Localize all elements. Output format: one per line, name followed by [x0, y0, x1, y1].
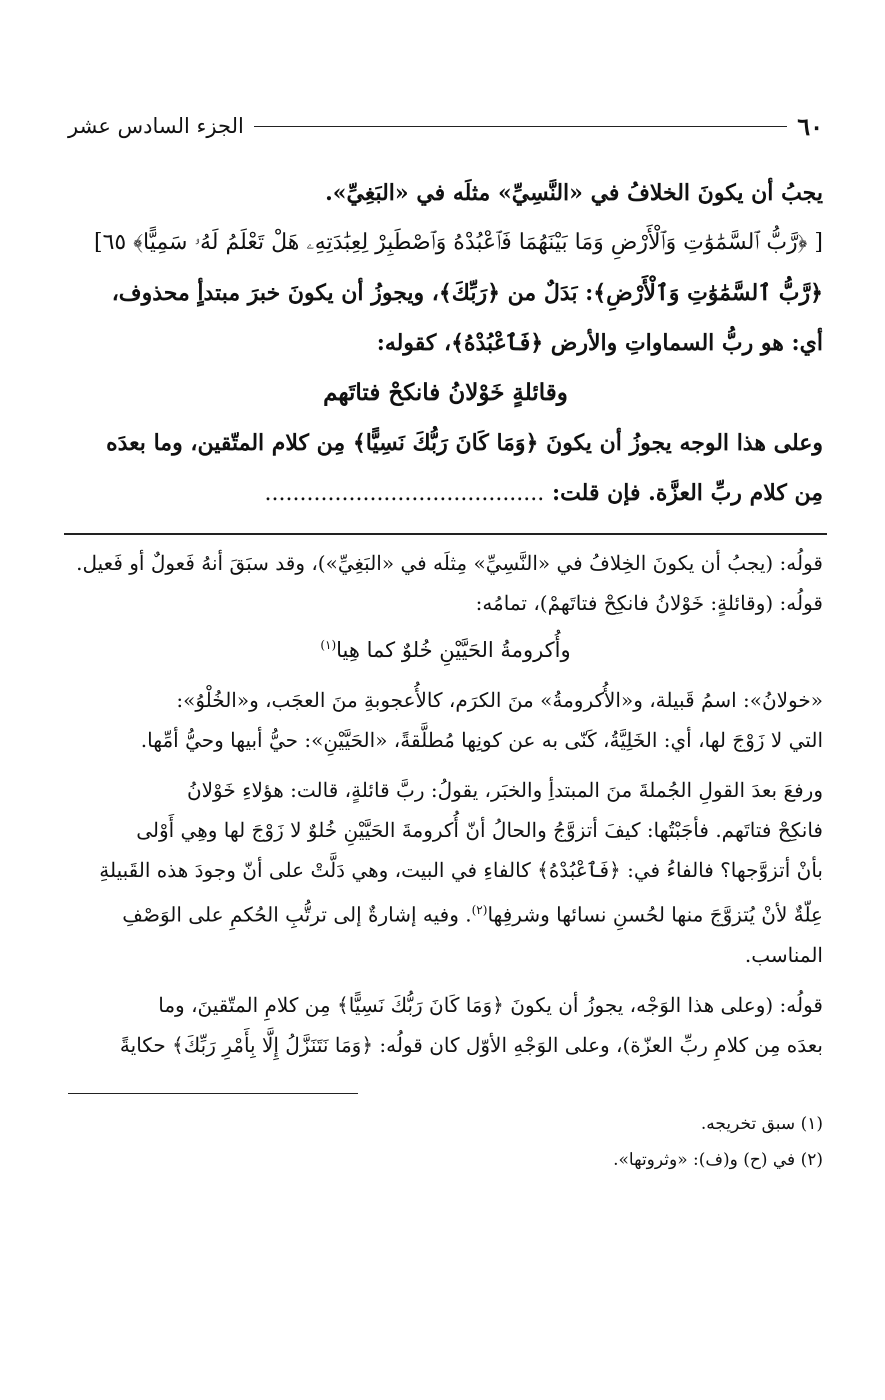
footnote-ref-1: (١): [320, 638, 337, 652]
commentary-4d: [68, 890, 823, 935]
section-separator: [64, 533, 827, 535]
ellipsis-dots: ........................................: [264, 481, 545, 506]
page-number: ٦٠: [797, 111, 823, 141]
commentary-5a: قولُه: (وعلى هذا الوَجْه، يجوزُ أن يكونَ ﴿وَمَا كَانَ رَبُّكَ نَسِيًّا﴾ مِن كلامِ المتّقينَ، وما: [158, 992, 823, 1017]
main-paragraph-3b: [68, 468, 823, 519]
running-header: [68, 108, 823, 144]
commentary: [68, 543, 823, 1065]
commentary-3a: «خولانُ»: اسمُ قَبيلة، و«الأُكرومةُ» منَ الكرَم، كالأُعجوبةِ منَ العجَب، و«الخُلْوُ»:: [176, 688, 823, 712]
page: [68, 108, 823, 1178]
commentary-5b: بعدَه مِن كلامِ ربِّ العزّة)، وعلى الوَجْهِ الأوّل كان قولُه: ﴿وَمَا نَتَنَزَّلُ إِلَّا بِأَمْرِ رَبِّكَ﴾ حكايةً: [119, 1032, 823, 1057]
footnote-ref-2: (٢): [471, 903, 488, 917]
footnote-2: (٢) في (ح) و(ف): «وثروتها».: [613, 1149, 823, 1170]
poem-verse: وقائلةٍ خَوْلانُ فانكحْ فتاتَهم: [323, 379, 568, 406]
commentary-4e: المناسب.: [744, 942, 823, 967]
commentary-4c: بأنْ أتزوَّجها؟ فالفاءُ في: ﴿فَٱعْبُدْهُ﴾ كالفاءِ في البيت، وهي دَلَّتْ على أنّ وجودَ هذه القَبيلةِ: [99, 858, 823, 882]
commentary-poem-text: وأُكرومةُ الحَيَّيْنِ خُلوٌ كما هِيا: [336, 638, 571, 662]
header-rule: [254, 126, 787, 127]
commentary-2: قولُه: (وقائلةٍ: خَوْلانُ فانكِحْ فتاتَهمْ)، تمامُه:: [475, 591, 823, 615]
main-text: [68, 168, 823, 519]
main-paragraph-1: يجبُ أن يكونَ الخلافُ في «النَّسِيِّ» مثلَه في «البَغِيِّ».: [325, 180, 823, 206]
commentary-3b: التي لا زَوْجَ لها، أي: الخَلِيَّةُ، كَنّى به عن كونِها مُطلَّقةً، «الحَيَّيْنِ»: حيُّ أبيها وحيُّ أمِّها.: [140, 728, 823, 752]
part-title: الجزء السادس عشر: [68, 114, 244, 138]
commentary-4a: ورفعَ بعدَ القولِ الجُملةَ منَ المبتدأِ والخبَر، يقولُ: ربَّ قائلةٍ، قالت: هؤلاءِ خَوْلانُ: [186, 778, 823, 802]
main-paragraph-3a: وعلى هذا الوجه يجوزُ أن يكونَ ﴿وَمَا كَانَ رَبُّكَ نَسِيًّا﴾ مِن كلام المتّقين، وما بعدَه: [106, 430, 823, 456]
commentary-4b: فانكِحْ فتاتَهم. فأجَبْتُها: كيفَ أتزوَّجُ والحالُ أنّ أُكرومةَ الحَيَّيْنِ خُلوٌ لا زَوْجَ لها وهِي أَوْلى: [136, 818, 823, 842]
footnotes: [68, 1106, 823, 1178]
commentary-1: قولُه: (يجبُ أن يكونَ الخِلافُ في «النَّسِيِّ» مِثلَه في «البَغِيِّ»)، وقد سبَقَ أنهُ فَعولٌ أو فَعيل.: [76, 551, 823, 575]
footnote-1: (١) سبق تخريجه.: [700, 1113, 823, 1134]
footnote-rule: [68, 1093, 358, 1094]
commentary-poem: [68, 625, 823, 670]
quran-verse-line: [ ﴿رَّبُّ ٱلسَّمَٰوَٰتِ وَٱلْأَرْضِ وَمَا بَيْنَهُمَا فَٱعْبُدْهُ وَٱصْطَبِرْ لِعِبَٰدَتِهِۦ هَلْ تَعْلَمُ لَهُۥ سَمِيًّا﴾ ٦٥]: [94, 230, 823, 255]
main-paragraph-2a: ﴿رَّبُّ ٱلسَّمَٰوَٰتِ وَٱلْأَرْضِ﴾: بَدَلٌ من ﴿رَبِّكَ﴾، ويجوزُ أن يكونَ خبرَ مبتدأٍ محذوف،: [111, 280, 823, 306]
commentary-4d-text: عِلّةٌ لأنْ يُتزوَّجَ منها لحُسنِ نسائها وشرفِها: [487, 902, 823, 927]
commentary-4d-tail: . وفيه إشارةٌ إلى ترتُّبِ الحُكمِ على الوَصْفِ: [122, 902, 472, 927]
main-paragraph-2b: أي: هو ربُّ السماواتِ والأرض ﴿فَٱعْبُدْهُ﴾، كقوله:: [376, 330, 823, 356]
main-paragraph-3b-text: مِن كلام ربِّ العزَّة. فإن قلت:: [551, 480, 823, 506]
